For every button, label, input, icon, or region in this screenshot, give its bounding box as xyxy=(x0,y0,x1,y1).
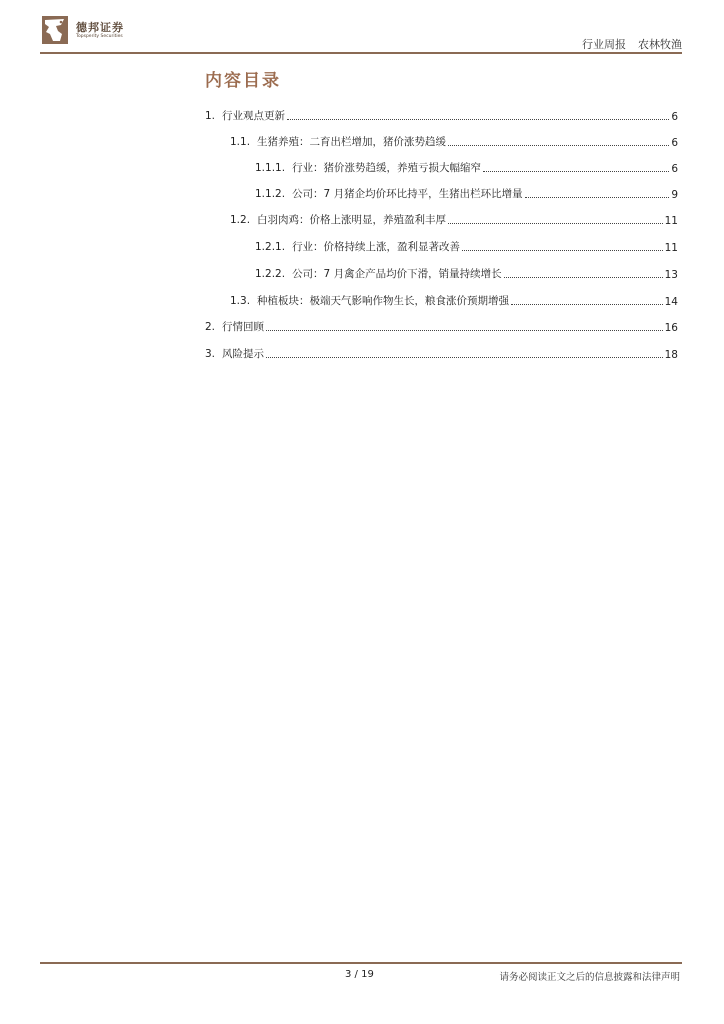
toc-entry[interactable] xyxy=(205,347,678,361)
page-indicator: 3 / 19 xyxy=(345,969,374,980)
toc-entry-page: 11 xyxy=(664,215,678,227)
toc-entry-page: 6 xyxy=(671,111,678,123)
toc-entry-page: 14 xyxy=(664,296,678,308)
toc-leader-dots xyxy=(448,145,669,146)
toc-leader-dots xyxy=(483,171,669,172)
toc-leader-dots xyxy=(511,304,663,305)
toc-entry-page: 11 xyxy=(664,242,678,254)
toc-leader-dots xyxy=(448,223,663,224)
toc-entry[interactable] xyxy=(255,267,678,281)
toc-entry-text: 风险提示 xyxy=(222,348,265,360)
toc-entry[interactable] xyxy=(255,187,678,201)
header-divider xyxy=(40,52,682,54)
toc-entry-page: 13 xyxy=(664,269,678,281)
toc-title: 内容目录 xyxy=(205,71,281,91)
toc-entry[interactable] xyxy=(255,161,678,175)
toc-entry-number: 3. xyxy=(205,348,216,360)
toc-entry-page: 6 xyxy=(671,163,678,175)
toc-entry-page: 16 xyxy=(664,322,678,334)
toc-entry-text: 种植板块：极端天气影响作物生长，粮食涨价预期增强 xyxy=(257,295,510,307)
report-type: 行业周报 xyxy=(582,38,626,51)
toc-entry-text: 行业：猪价涨势趋缓，养殖亏损大幅缩窄 xyxy=(292,162,482,174)
toc-entry-number: 1.1. xyxy=(230,136,251,148)
toc-leader-dots xyxy=(525,197,670,198)
toc-entry-number: 1.2.1. xyxy=(255,241,286,253)
toc-leader-dots xyxy=(462,250,663,251)
brand-logo xyxy=(40,14,140,48)
toc-entry[interactable] xyxy=(205,320,678,334)
toc-entry-number: 1.1.1. xyxy=(255,162,286,174)
toc-entry-number: 1.1.2. xyxy=(255,188,286,200)
toc-entry-text: 公司：7 月猪企均价环比持平，生猪出栏环比增量 xyxy=(292,188,523,200)
toc-entry-number: 2. xyxy=(205,321,216,333)
toc-entry[interactable] xyxy=(230,294,678,308)
brand-name-cn: 德邦证券 xyxy=(76,21,124,34)
brand-mark-icon xyxy=(40,14,70,46)
toc-entry-number: 1.3. xyxy=(230,295,251,307)
toc-entry[interactable] xyxy=(205,109,678,123)
disclaimer-note: 请务必阅读正文之后的信息披露和法律声明 xyxy=(499,972,680,983)
toc-entry-text: 行业观点更新 xyxy=(222,110,286,122)
toc-leader-dots xyxy=(266,330,663,331)
toc-entry-page: 9 xyxy=(671,189,678,201)
report-sector: 农林牧渔 xyxy=(638,38,682,51)
toc-entry[interactable] xyxy=(255,240,678,254)
toc-entry-text: 公司：7 月禽企产品均价下滑，销量持续增长 xyxy=(292,268,502,280)
brand-name-en: Topsperity Securities xyxy=(76,34,123,39)
toc-entry-page: 18 xyxy=(664,349,678,361)
toc-leader-dots xyxy=(266,357,663,358)
toc-entry-text: 行情回顾 xyxy=(222,321,265,333)
footer-divider xyxy=(40,962,682,964)
toc-entry-page: 6 xyxy=(671,137,678,149)
toc-entry[interactable] xyxy=(230,213,678,227)
toc-entry[interactable] xyxy=(230,135,678,149)
toc-entry-text: 生猪养殖：二育出栏增加，猪价涨势趋缓 xyxy=(257,136,447,148)
toc-entry-number: 1.2.2. xyxy=(255,268,286,280)
toc-leader-dots xyxy=(504,277,663,278)
toc-entry-text: 白羽肉鸡：价格上涨明显，养殖盈利丰厚 xyxy=(257,214,447,226)
toc-entry-number: 1.2. xyxy=(230,214,251,226)
toc-entry-number: 1. xyxy=(205,110,216,122)
toc-leader-dots xyxy=(287,119,669,120)
report-header xyxy=(582,36,682,52)
toc-entry-text: 行业：价格持续上涨，盈利显著改善 xyxy=(292,241,461,253)
